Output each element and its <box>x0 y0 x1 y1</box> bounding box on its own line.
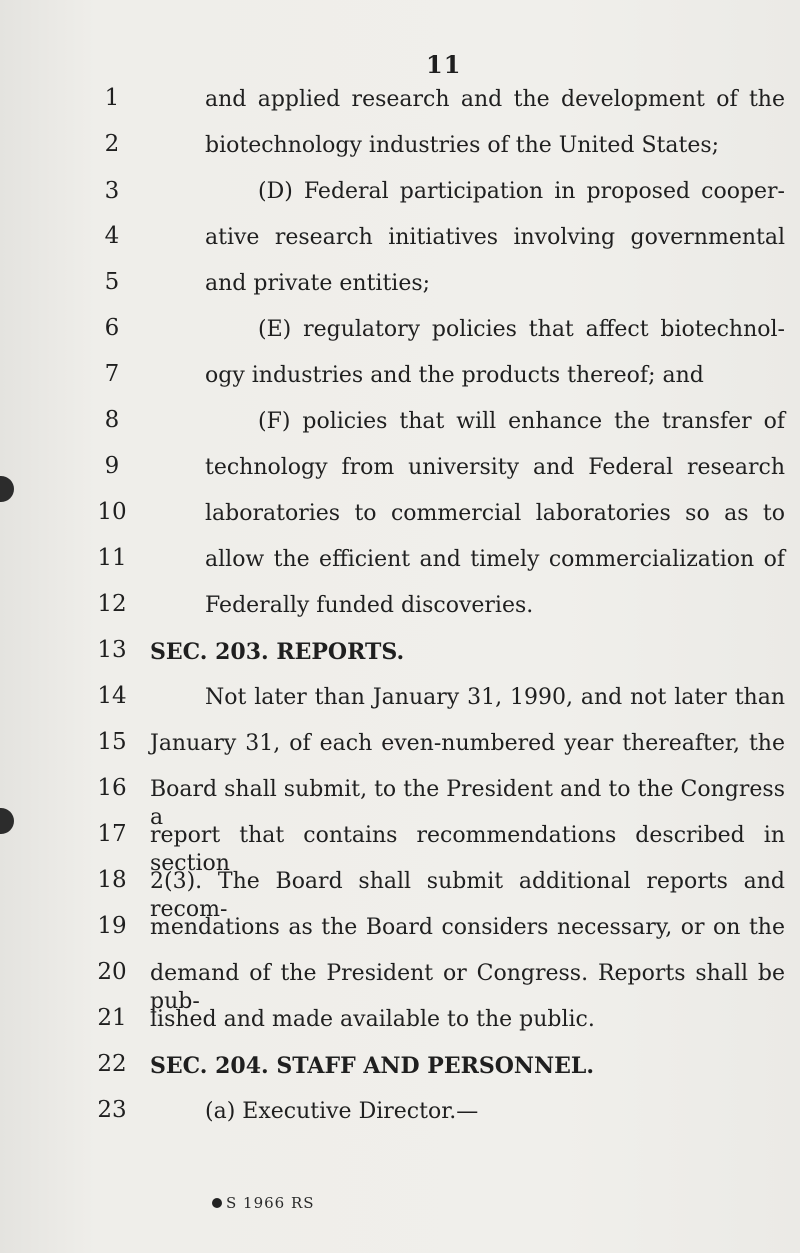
text-line: demand of the President or Congress. Reports shall be pub- <box>150 961 785 1014</box>
text-line: January 31, of each even-numbered year thereafter, the <box>150 731 785 756</box>
line-number: 17 <box>97 821 127 847</box>
text-line: and applied research and the development of the <box>205 87 785 112</box>
line-number: 4 <box>104 223 120 249</box>
text-line: allow the efficient and timely commercialization of <box>205 547 785 572</box>
footer-text: S 1966 RS <box>226 1194 315 1212</box>
text-line: technology from university and Federal research <box>205 455 785 480</box>
text-line: Federally funded discoveries. <box>205 593 534 618</box>
line-number: 10 <box>97 499 127 525</box>
line-number: 22 <box>97 1051 127 1077</box>
text-line: lished and made available to the public. <box>150 1007 595 1032</box>
line-number: 13 <box>97 637 127 663</box>
line-number: 3 <box>104 178 120 204</box>
line-number: 15 <box>97 729 127 755</box>
line-number: 11 <box>97 545 127 571</box>
line-number: 5 <box>104 269 120 295</box>
line-number: 21 <box>97 1005 127 1031</box>
line-number: 23 <box>97 1097 127 1123</box>
section-heading: SEC. 204. STAFF AND PERSONNEL. <box>150 1053 595 1079</box>
line-number: 19 <box>97 913 127 939</box>
line-number: 20 <box>97 959 127 985</box>
binding-hole-mark <box>0 476 14 502</box>
line-number: 8 <box>104 407 120 433</box>
text-line: 2(3). The Board shall submit additional reports and recom- <box>150 869 785 922</box>
text-line: Not later than January 31, 1990, and not later than <box>205 685 785 710</box>
line-number: 14 <box>97 683 127 709</box>
line-number: 1 <box>104 85 120 111</box>
subsection-heading: (a) Executive Director.— <box>205 1099 479 1124</box>
text-line: mendations as the Board considers necessary, or on the <box>150 915 785 940</box>
text-line: ative research initiatives involving governmental <box>205 225 785 250</box>
text-line: (F) policies that will enhance the transfer of <box>258 409 785 434</box>
text-line: laboratories to commercial laboratories so as to <box>205 501 785 526</box>
text-line: ogy industries and the products thereof; and <box>205 363 704 388</box>
line-number: 6 <box>104 315 120 341</box>
text-line: biotechnology industries of the United States; <box>205 133 720 158</box>
bullet-icon <box>212 1198 222 1208</box>
page-number: 11 <box>426 50 462 79</box>
footer-code <box>212 1194 315 1212</box>
text-line: (E) regulatory policies that affect biotechnol- <box>258 317 785 342</box>
line-number: 16 <box>97 775 127 801</box>
line-number: 2 <box>104 131 120 157</box>
section-heading: SEC. 203. REPORTS. <box>150 639 405 665</box>
text-line: (D) Federal participation in proposed cooper- <box>258 179 785 204</box>
line-number: 9 <box>104 453 120 479</box>
binding-hole-mark <box>0 808 14 834</box>
text-line: report that contains recommendations described in section <box>150 823 785 876</box>
line-number: 18 <box>97 867 127 893</box>
text-line: Board shall submit, to the President and to the Congress a <box>150 777 785 830</box>
line-number: 7 <box>104 361 120 387</box>
line-number: 12 <box>97 591 127 617</box>
text-line: and private entities; <box>205 271 431 296</box>
